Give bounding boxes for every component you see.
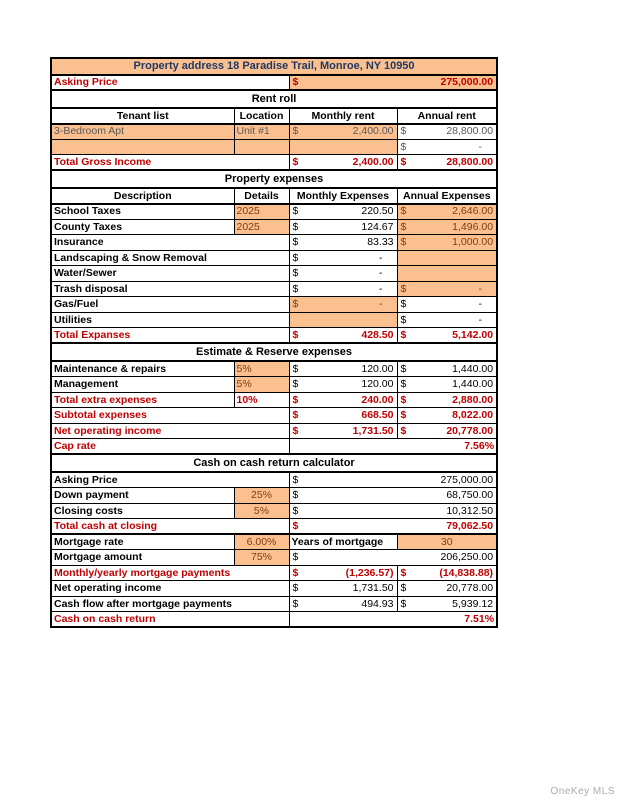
table-cell: County Taxes — [51, 219, 234, 235]
table-cell: Annual Expenses — [397, 188, 497, 204]
money-cell — [289, 472, 497, 488]
table-row — [51, 108, 497, 124]
currency-symbol: $ — [400, 140, 407, 153]
property-analysis-table — [50, 57, 498, 628]
amount-value: 5,939.12 — [452, 597, 494, 610]
table-cell: Monthly Expenses — [289, 188, 397, 204]
money-cell — [397, 565, 497, 581]
currency-symbol: $ — [400, 597, 407, 610]
money-cell — [397, 281, 497, 297]
table-cell: 5% — [234, 361, 289, 377]
table-cell: School Taxes — [51, 204, 234, 220]
table-cell: Cash on cash return — [51, 612, 289, 628]
table-row — [51, 155, 497, 171]
table-row — [51, 596, 497, 612]
money-cell — [289, 204, 397, 220]
table-row — [51, 439, 497, 455]
accounting-format — [400, 206, 495, 217]
amount-value: - — [478, 140, 483, 153]
table-cell: Details — [234, 188, 289, 204]
table-row — [51, 281, 497, 297]
money-cell — [289, 219, 397, 235]
amount-value: (1,236.57) — [345, 566, 394, 579]
money-cell — [289, 155, 397, 171]
currency-symbol: $ — [400, 125, 407, 138]
table-cell: Monthly rent — [289, 108, 397, 124]
money-cell — [397, 377, 497, 393]
table-cell: Tenant list — [51, 108, 234, 124]
table-cell: Gas/Fuel — [51, 297, 289, 313]
empty-cell — [289, 139, 397, 155]
amount-value: 120.00 — [361, 378, 394, 390]
table-cell: 2025 — [234, 204, 289, 220]
currency-symbol: $ — [292, 125, 299, 138]
money-cell — [289, 488, 497, 504]
money-cell — [397, 312, 497, 328]
section-title-row — [51, 170, 497, 188]
table-cell: Monthly/yearly mortgage payments — [51, 565, 289, 581]
currency-symbol: $ — [292, 597, 299, 610]
table-cell: Unit #1 — [234, 124, 289, 140]
table-row — [51, 312, 497, 328]
table-cell: Management — [51, 377, 234, 393]
table-cell: 30 — [397, 534, 497, 550]
amount-value: 124.67 — [361, 220, 394, 233]
amount-value: 275,000.00 — [440, 76, 494, 88]
table-row — [51, 328, 497, 344]
table-cell: Mortgage rate — [51, 534, 234, 550]
money-cell — [397, 297, 497, 313]
table-cell: 5% — [234, 377, 289, 393]
currency-symbol: $ — [292, 267, 299, 279]
accounting-format — [292, 222, 395, 233]
money-cell — [289, 297, 397, 313]
amount-value: 1,440.00 — [452, 378, 494, 390]
table-body — [51, 58, 497, 627]
section-title-row — [51, 90, 497, 108]
table-row — [51, 612, 497, 628]
currency-symbol: $ — [400, 282, 407, 295]
accounting-format — [400, 395, 495, 406]
table-row — [51, 488, 497, 504]
money-cell — [397, 219, 497, 235]
table-cell: Insurance — [51, 235, 289, 251]
table-row — [51, 250, 497, 266]
amount-value: 5,142.00 — [452, 328, 494, 341]
table-row — [51, 297, 497, 313]
currency-symbol: $ — [292, 282, 299, 295]
table-cell: Water/Sewer — [51, 266, 289, 282]
currency-symbol: $ — [400, 424, 407, 437]
amount-value: - — [478, 313, 483, 326]
money-cell — [289, 266, 397, 282]
amount-value: 2,400.00 — [352, 125, 394, 138]
money-cell — [397, 204, 497, 220]
amount-value: - — [379, 267, 383, 279]
accounting-format — [400, 157, 495, 168]
spreadsheet-page — [50, 57, 498, 628]
table-cell: Asking Price — [51, 472, 289, 488]
amount-value: - — [379, 298, 383, 310]
accounting-format — [400, 237, 495, 248]
money-cell — [289, 503, 497, 519]
money-cell — [289, 550, 497, 566]
currency-symbol: $ — [400, 378, 407, 390]
table-cell: 6.00% — [234, 534, 289, 550]
money-cell — [397, 408, 497, 424]
money-cell — [397, 124, 497, 140]
currency-symbol: $ — [292, 582, 299, 594]
table-row — [51, 361, 497, 377]
accounting-format — [292, 253, 395, 264]
table-row — [51, 204, 497, 220]
table-cell: Utilities — [51, 312, 289, 328]
table-cell: Total Gross Income — [51, 155, 289, 171]
amount-value: - — [379, 282, 383, 295]
table-cell: Total extra expenses — [51, 392, 234, 408]
amount-value: - — [379, 251, 383, 264]
money-cell — [289, 519, 497, 535]
currency-symbol: $ — [292, 236, 299, 248]
currency-symbol: $ — [400, 220, 407, 233]
table-row — [51, 266, 497, 282]
currency-symbol: $ — [400, 566, 407, 579]
currency-symbol: $ — [292, 155, 299, 168]
money-cell — [289, 392, 397, 408]
accounting-format — [292, 583, 395, 594]
amount-value: 2,646.00 — [452, 205, 494, 218]
currency-symbol: $ — [292, 409, 299, 421]
amount-value: 1,000.00 — [452, 236, 494, 248]
table-cell: Landscaping & Snow Removal — [51, 250, 289, 266]
table-cell: Maintenance & repairs — [51, 361, 234, 377]
currency-symbol: $ — [292, 519, 299, 532]
money-cell — [289, 124, 397, 140]
money-cell — [397, 596, 497, 612]
currency-symbol: $ — [400, 205, 407, 218]
amount-value: 1,440.00 — [452, 362, 494, 375]
table-row — [51, 581, 497, 597]
amount-value: 2,880.00 — [452, 393, 494, 406]
table-row — [51, 423, 497, 439]
empty-cell — [397, 266, 497, 282]
accounting-format — [400, 410, 495, 421]
money-cell — [397, 155, 497, 171]
currency-symbol: $ — [292, 251, 299, 264]
amount-value: 1,731.50 — [352, 424, 394, 437]
accounting-format — [292, 475, 495, 486]
table-row — [51, 550, 497, 566]
table-row — [51, 377, 497, 393]
currency-symbol: $ — [400, 155, 407, 168]
empty-cell — [397, 250, 497, 266]
table-row — [51, 392, 497, 408]
table-row — [51, 188, 497, 204]
money-cell — [397, 581, 497, 597]
amount-value: 1,731.50 — [352, 582, 394, 594]
accounting-format — [292, 330, 395, 341]
accounting-format — [400, 299, 495, 310]
accounting-format — [400, 315, 495, 326]
amount-value: 120.00 — [361, 362, 394, 375]
currency-symbol: $ — [292, 424, 299, 437]
section-title-row — [51, 454, 497, 472]
amount-value: - — [478, 298, 483, 310]
table-cell: Years of mortgage — [289, 534, 397, 550]
accounting-format — [292, 157, 395, 168]
table-row — [51, 472, 497, 488]
accounting-format — [400, 568, 495, 579]
currency-symbol: $ — [292, 378, 299, 390]
table-cell: Location — [234, 108, 289, 124]
accounting-format — [292, 426, 395, 437]
accounting-format — [292, 284, 395, 295]
table-row — [51, 139, 497, 155]
amount-value: 220.50 — [361, 205, 394, 218]
accounting-format — [292, 237, 395, 248]
money-cell — [397, 423, 497, 439]
currency-symbol: $ — [292, 504, 299, 517]
money-cell — [397, 328, 497, 344]
empty-cell — [51, 139, 234, 155]
accounting-format — [292, 410, 395, 421]
accounting-format — [400, 426, 495, 437]
money-cell — [289, 235, 397, 251]
table-cell: Cash on cash return calculator — [51, 454, 497, 472]
money-cell — [397, 361, 497, 377]
table-row — [51, 219, 497, 235]
accounting-format — [400, 126, 495, 137]
amount-value: 28,800.00 — [446, 155, 494, 168]
amount-value: 668.50 — [361, 409, 394, 421]
currency-symbol: $ — [292, 489, 299, 501]
accounting-format — [400, 142, 495, 153]
empty-cell — [234, 139, 289, 155]
accounting-format — [292, 568, 395, 579]
empty-cell — [289, 312, 397, 328]
table-cell: Down payment — [51, 488, 234, 504]
accounting-format — [292, 552, 495, 563]
accounting-format — [292, 126, 395, 137]
amount-value: 68,750.00 — [446, 489, 494, 501]
money-cell — [289, 565, 397, 581]
accounting-format — [400, 599, 495, 610]
currency-symbol: $ — [400, 582, 407, 594]
table-cell: Estimate & Reserve expenses — [51, 343, 497, 361]
amount-value: - — [478, 282, 483, 295]
table-cell: Closing costs — [51, 503, 234, 519]
amount-value: 275,000.00 — [440, 473, 494, 486]
money-cell — [289, 377, 397, 393]
amount-value: 2,400.00 — [352, 155, 394, 168]
accounting-format — [292, 506, 495, 517]
accounting-format — [292, 268, 395, 279]
money-cell — [289, 250, 397, 266]
table-cell: Total cash at closing — [51, 519, 289, 535]
accounting-format — [292, 521, 495, 532]
table-cell: Total Expanses — [51, 328, 289, 344]
money-cell — [289, 423, 397, 439]
accounting-format — [400, 222, 495, 233]
accounting-format — [400, 379, 495, 390]
money-cell — [397, 392, 497, 408]
table-cell: Net operating income — [51, 581, 289, 597]
table-title-row — [51, 58, 497, 75]
amount-value: (14,838.88) — [439, 566, 494, 579]
table-cell: Annual rent — [397, 108, 497, 124]
amount-value: 28,800.00 — [446, 125, 494, 138]
currency-symbol: $ — [292, 551, 299, 563]
currency-symbol: $ — [292, 566, 299, 579]
table-row — [51, 235, 497, 251]
currency-symbol: $ — [292, 393, 299, 406]
accounting-format — [400, 284, 495, 295]
currency-symbol: $ — [292, 328, 299, 341]
currency-symbol: $ — [292, 362, 299, 375]
accounting-format — [400, 330, 495, 341]
currency-symbol: $ — [292, 473, 299, 486]
table-cell: Property expenses — [51, 170, 497, 188]
currency-symbol: $ — [400, 313, 407, 326]
currency-symbol: $ — [292, 76, 299, 88]
table-row — [51, 75, 497, 91]
money-cell — [289, 281, 397, 297]
amount-value: 428.50 — [361, 328, 394, 341]
accounting-format — [400, 583, 495, 594]
currency-symbol: $ — [400, 409, 407, 421]
amount-value: 240.00 — [361, 393, 394, 406]
table-cell: Asking Price — [51, 75, 289, 91]
money-cell — [289, 596, 397, 612]
table-cell: 10% — [234, 392, 289, 408]
money-cell — [289, 581, 397, 597]
table-cell: Cash flow after mortgage payments — [51, 596, 289, 612]
amount-value: 79,062.50 — [446, 519, 494, 532]
table-cell: 5% — [234, 503, 289, 519]
table-cell: 2025 — [234, 219, 289, 235]
table-cell: 75% — [234, 550, 289, 566]
table-cell: 7.51% — [289, 612, 497, 628]
table-cell: Subtotal expenses — [51, 408, 289, 424]
accounting-format — [292, 395, 395, 406]
section-title-row — [51, 343, 497, 361]
accounting-format — [292, 206, 395, 217]
accounting-format — [292, 379, 395, 390]
table-cell: Trash disposal — [51, 281, 289, 297]
amount-value: 8,022.00 — [452, 409, 494, 421]
money-cell — [289, 408, 397, 424]
amount-value: 206,250.00 — [440, 551, 494, 563]
table-cell: Description — [51, 188, 234, 204]
amount-value: 20,778.00 — [446, 582, 494, 594]
currency-symbol: $ — [400, 236, 407, 248]
money-cell — [397, 235, 497, 251]
currency-symbol: $ — [292, 220, 299, 233]
table-cell: Net operating income — [51, 423, 289, 439]
amount-value: 1,496.00 — [452, 220, 494, 233]
table-row — [51, 503, 497, 519]
table-cell: Cap rate — [51, 439, 289, 455]
table-cell: Mortgage amount — [51, 550, 234, 566]
table-cell: Property address 18 Paradise Trail, Monroe, NY 10950 — [51, 58, 497, 75]
accounting-format — [292, 299, 395, 310]
table-row — [51, 519, 497, 535]
table-cell: 7.56% — [289, 439, 497, 455]
amount-value: 10,312.50 — [446, 504, 494, 517]
amount-value: 83.33 — [367, 236, 394, 248]
money-cell — [397, 139, 497, 155]
accounting-format — [292, 364, 395, 375]
accounting-format — [292, 599, 395, 610]
accounting-format — [292, 77, 495, 88]
currency-symbol: $ — [400, 298, 407, 310]
amount-value: 494.93 — [361, 597, 394, 610]
money-cell — [289, 328, 397, 344]
table-row — [51, 534, 497, 550]
currency-symbol: $ — [292, 205, 299, 218]
watermark-text: OneKey MLS — [550, 786, 615, 797]
table-row — [51, 565, 497, 581]
money-cell — [289, 75, 497, 91]
currency-symbol: $ — [400, 328, 407, 341]
table-cell: Rent roll — [51, 90, 497, 108]
accounting-format — [292, 490, 495, 501]
currency-symbol: $ — [292, 298, 299, 310]
currency-symbol: $ — [400, 393, 407, 406]
table-cell: 3-Bedroom Apt — [51, 124, 234, 140]
currency-symbol: $ — [400, 362, 407, 375]
accounting-format — [400, 364, 495, 375]
amount-value: 20,778.00 — [446, 424, 494, 437]
table-row — [51, 124, 497, 140]
table-row — [51, 408, 497, 424]
table-cell: 25% — [234, 488, 289, 504]
money-cell — [289, 361, 397, 377]
